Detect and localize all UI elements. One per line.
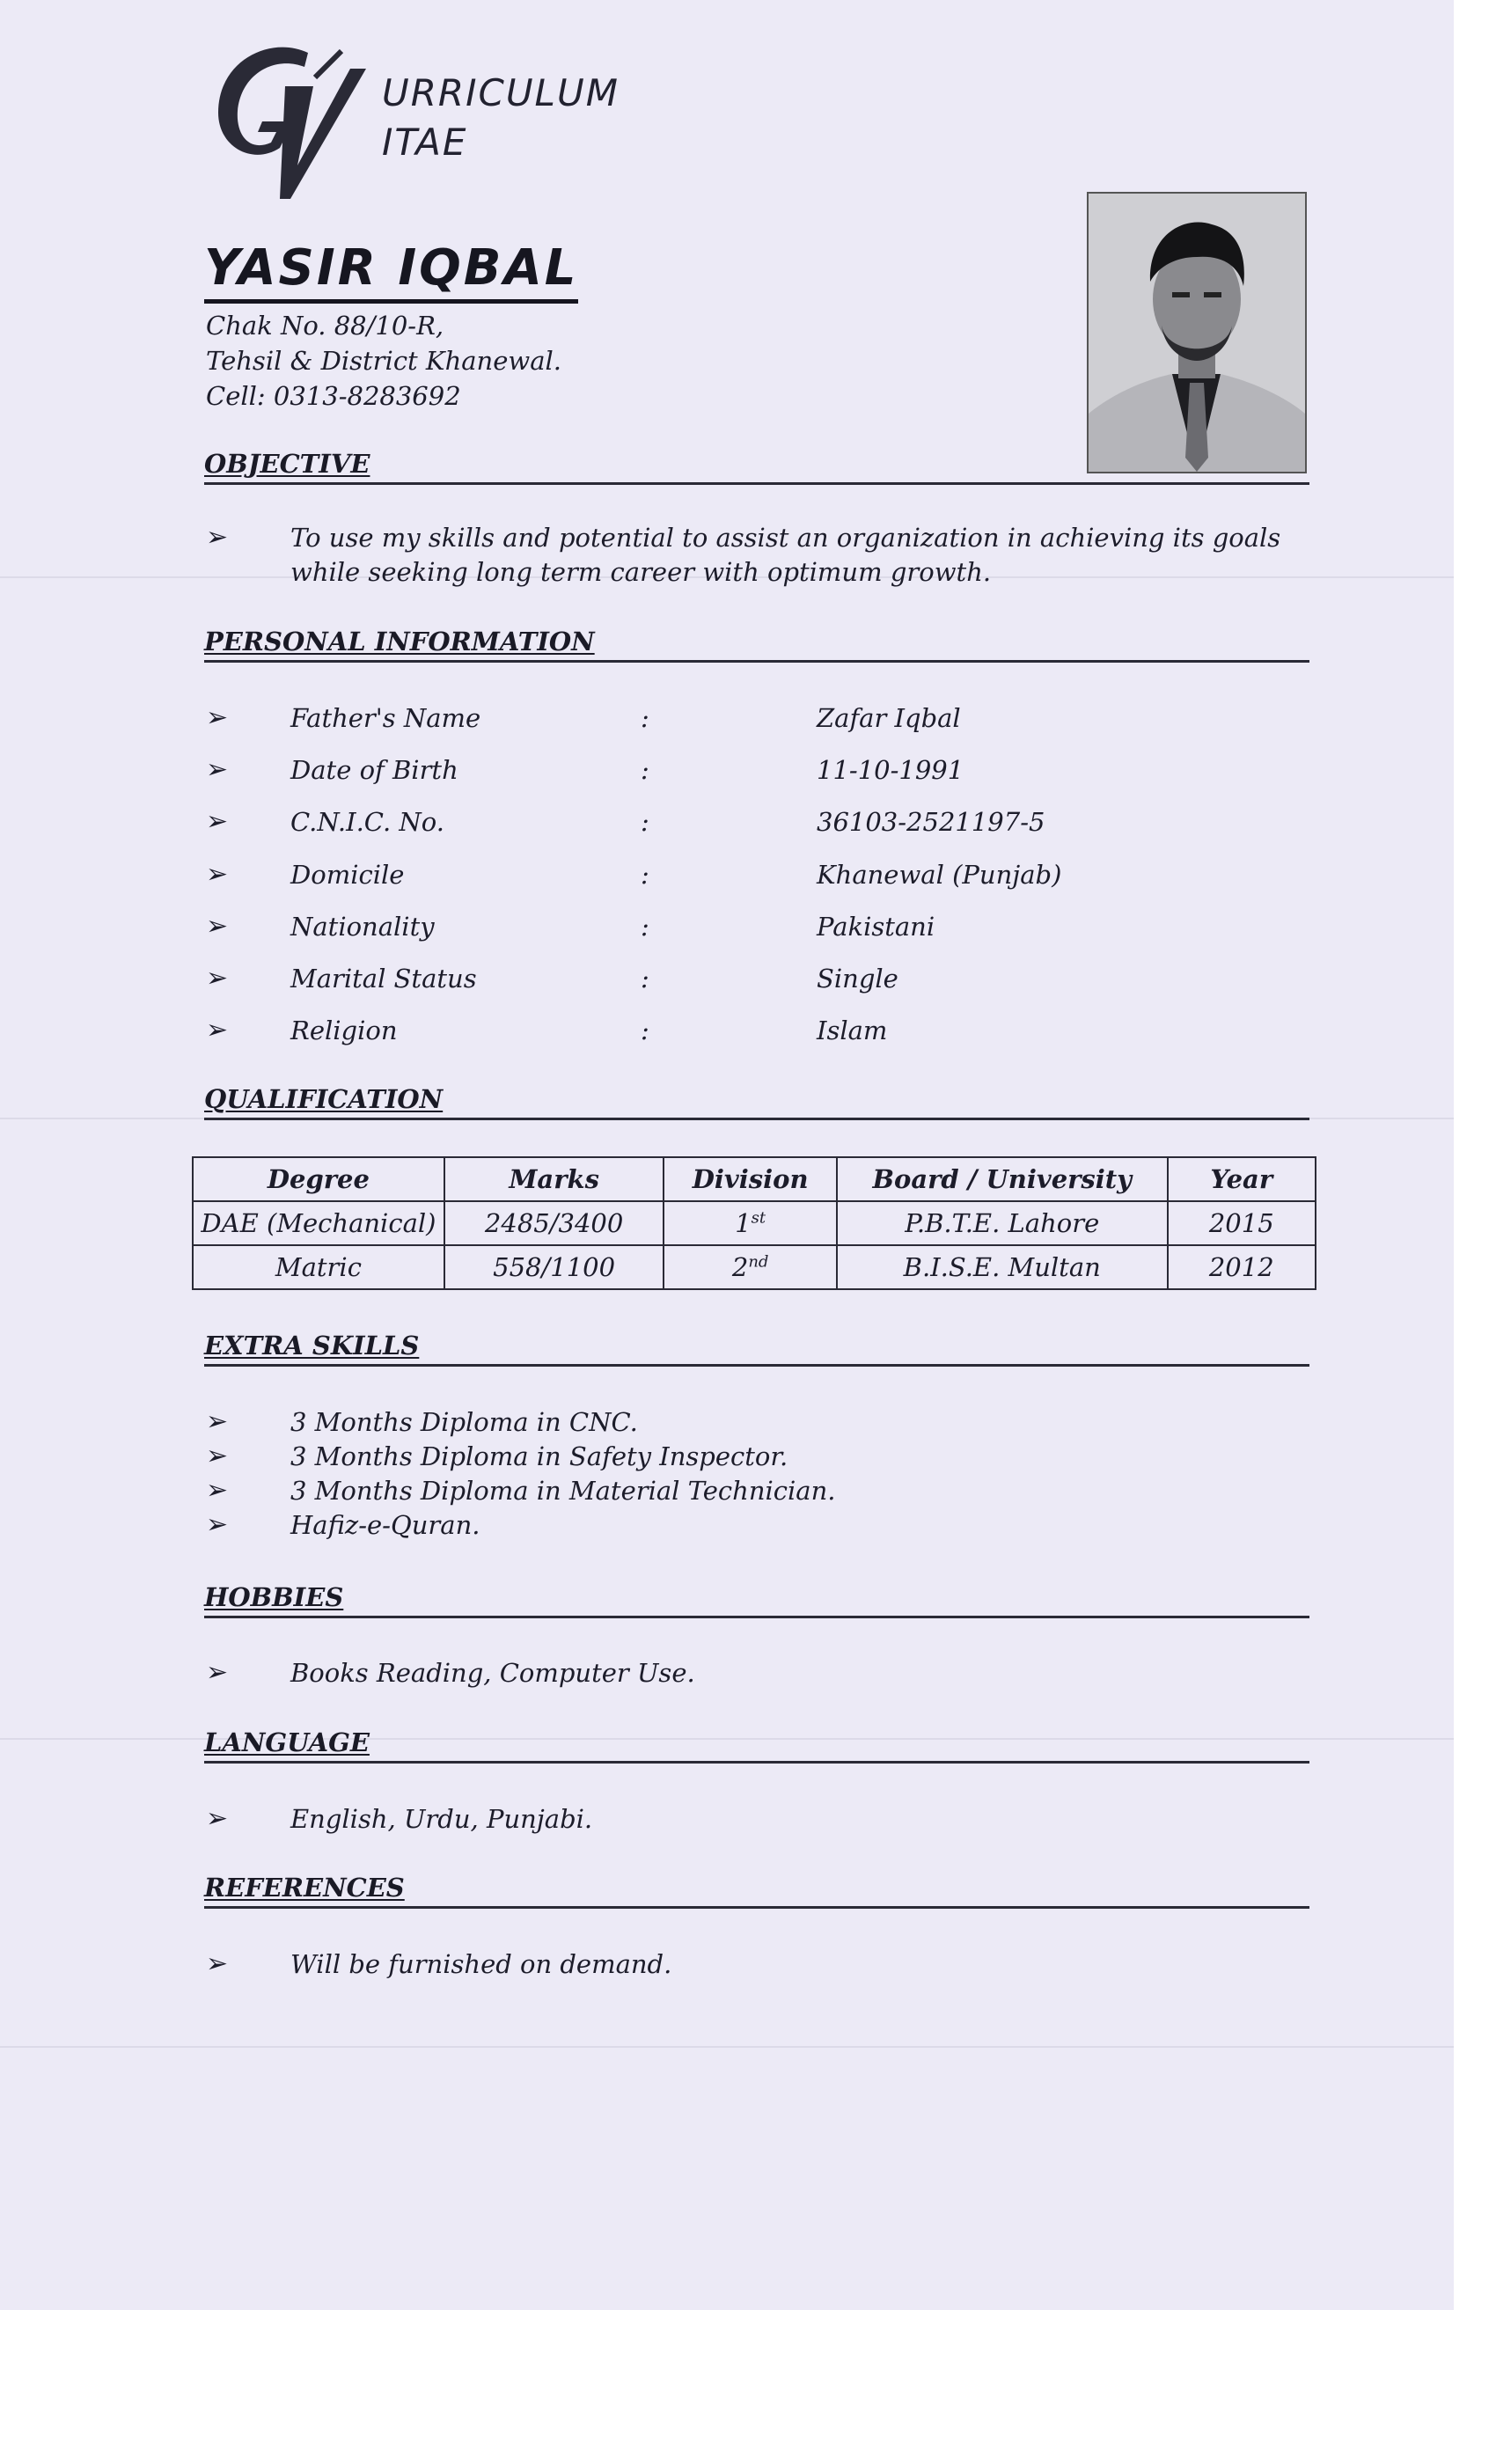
objective-text: To use my skills and potential to assist an organization in achieving its goals while seeking long term career with optimum growth. (290, 523, 1281, 587)
personal-value: Single (817, 964, 898, 994)
table-row (193, 1201, 1316, 1245)
cell-marks: 2485/3400 (444, 1201, 664, 1245)
column-header-board: Board / University (837, 1157, 1168, 1201)
personal-value: 36103-2521197-5 (817, 807, 1045, 837)
candidate-name: YASIR IQBAL (204, 239, 578, 304)
division-suffix: st (751, 1208, 766, 1228)
colon-separator: : (641, 860, 649, 890)
personal-information-heading: PERSONAL INFORMATION (204, 625, 1309, 663)
arrow-bullet-icon: ➢ (206, 806, 229, 837)
cell-board: P.B.T.E. Lahore (837, 1201, 1168, 1245)
skill-item: 3 Months Diploma in CNC. (290, 1407, 638, 1437)
table-row (193, 1245, 1316, 1289)
cell-division (664, 1201, 837, 1245)
personal-label: Nationality (290, 912, 435, 942)
qualification-table (192, 1156, 1316, 1290)
arrow-bullet-icon: ➢ (206, 1948, 229, 1979)
arrow-bullet-icon: ➢ (206, 1015, 229, 1045)
cell-degree: DAE (Mechanical) (193, 1201, 444, 1245)
logo-line-1: URRICULUM (382, 71, 620, 114)
hobby-item: Books Reading, Computer Use. (290, 1658, 695, 1688)
arrow-bullet-icon: ➢ (206, 1475, 229, 1506)
skill-item: 3 Months Diploma in Safety Inspector. (290, 1441, 788, 1471)
language-item: English, Urdu, Punjabi. (290, 1804, 593, 1834)
colon-separator: : (641, 755, 649, 785)
personal-value: Zafar Iqbal (817, 703, 961, 733)
arrow-bullet-icon: ➢ (206, 1657, 229, 1688)
extra-skills-heading: EXTRA SKILLS (204, 1329, 1309, 1367)
column-header-division: Division (664, 1157, 837, 1201)
arrow-bullet-icon: ➢ (206, 1803, 229, 1834)
cell-marks: 558/1100 (444, 1245, 664, 1289)
personal-value: Islam (817, 1016, 888, 1045)
address-line-2: Tehsil & District Khanewal. (206, 346, 562, 376)
cell-year: 2015 (1168, 1201, 1316, 1245)
cell-year: 2012 (1168, 1245, 1316, 1289)
skill-item: 3 Months Diploma in Material Technician. (290, 1476, 836, 1506)
table-header-row (193, 1157, 1316, 1201)
arrow-bullet-icon: ➢ (206, 911, 229, 942)
colon-separator: : (641, 912, 649, 942)
personal-label: Father's Name (290, 703, 481, 733)
column-header-year: Year (1168, 1157, 1316, 1201)
personal-label: Date of Birth (290, 755, 458, 785)
person-portrait-icon (1089, 194, 1305, 472)
division-number: 2 (731, 1252, 749, 1282)
cell-board: B.I.S.E. Multan (837, 1245, 1168, 1289)
qualification-heading: QUALIFICATION (204, 1082, 1309, 1120)
arrow-bullet-icon: ➢ (206, 859, 229, 890)
colon-separator: : (641, 807, 649, 837)
colon-separator: : (641, 703, 649, 733)
logo-line-2: ITAE (382, 121, 468, 164)
colon-separator: : (641, 964, 649, 994)
arrow-bullet-icon: ➢ (206, 963, 229, 994)
arrow-bullet-icon: ➢ (206, 1509, 229, 1540)
personal-value: Pakistani (817, 912, 935, 942)
reference-item: Will be furnished on demand. (290, 1949, 672, 1979)
arrow-bullet-icon: ➢ (206, 522, 229, 553)
paper-fold-line (0, 2046, 1454, 2048)
personal-label: Domicile (290, 860, 405, 890)
column-header-degree: Degree (193, 1157, 444, 1201)
address-block (206, 308, 561, 414)
arrow-bullet-icon: ➢ (206, 1441, 229, 1471)
skill-item: Hafiz-e-Quran. (290, 1510, 480, 1540)
personal-label: C.N.I.C. No. (290, 807, 444, 837)
arrow-bullet-icon: ➢ (206, 702, 229, 733)
cell-division (664, 1245, 837, 1289)
personal-label: Marital Status (290, 964, 477, 994)
cell-degree: Matric (193, 1245, 444, 1289)
references-heading: REFERENCES (204, 1871, 1309, 1909)
colon-separator: : (641, 1016, 649, 1045)
personal-value: 11-10-1991 (817, 755, 964, 785)
personal-label: Religion (290, 1016, 398, 1045)
division-number: 1 (735, 1208, 752, 1238)
division-suffix: nd (748, 1252, 769, 1272)
personal-value: Khanewal (Punjab) (817, 860, 1062, 890)
arrow-bullet-icon: ➢ (206, 754, 229, 785)
objective-heading: OBJECTIVE (204, 447, 1309, 485)
cell-number: Cell: 0313-8283692 (206, 381, 461, 411)
arrow-bullet-icon: ➢ (206, 1406, 229, 1437)
address-line-1: Chak No. 88/10-R, (206, 311, 444, 341)
profile-photo (1087, 192, 1307, 473)
logo-text (382, 69, 620, 167)
hobbies-heading: HOBBIES (204, 1580, 1309, 1618)
cv-logo-icon (209, 33, 368, 201)
column-header-marks: Marks (444, 1157, 664, 1201)
language-heading: LANGUAGE (204, 1726, 1309, 1764)
